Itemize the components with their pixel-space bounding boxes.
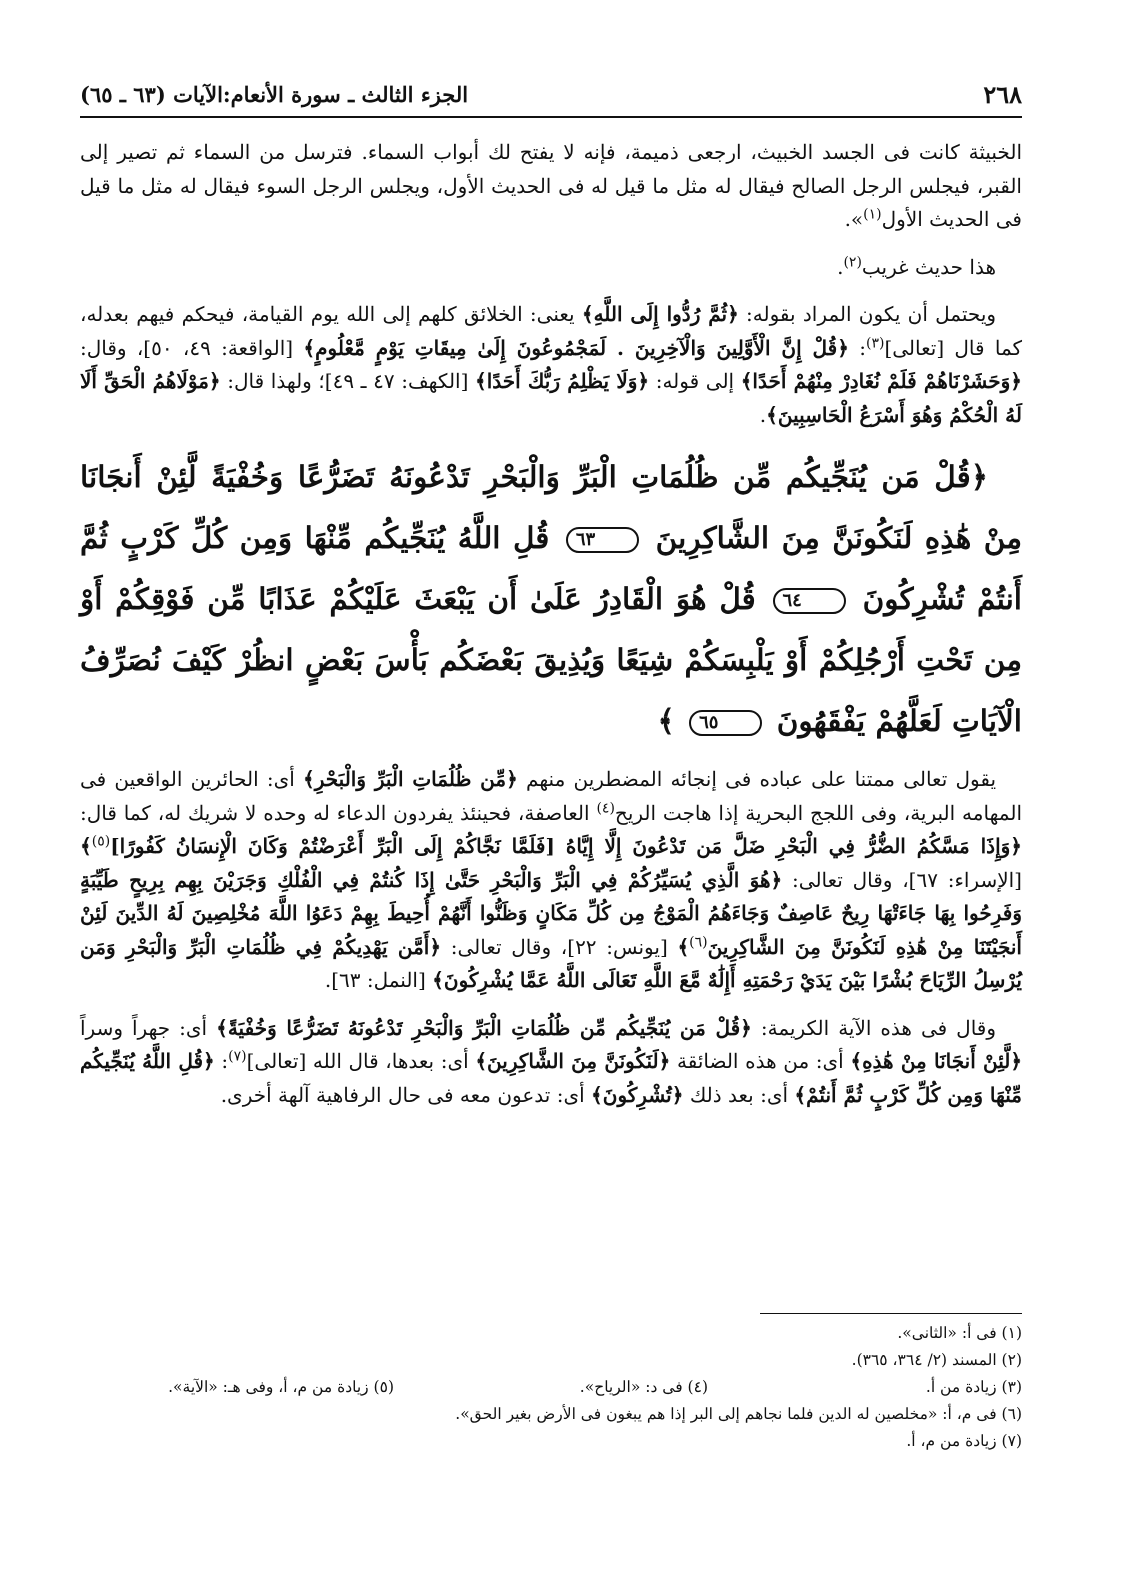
running-title: الجزء الثالث ـ سورة الأنعام:الآيات (٦٣ ـ ٦٥)	[80, 82, 476, 107]
footnote-ref-2[interactable]: (٢)	[843, 253, 862, 270]
verse-number-64: ٦٤	[773, 588, 846, 614]
footnote-ref-1[interactable]: (١)	[863, 206, 882, 223]
quran-quote: ﴿قُلْ إِنَّ الْأَوَّلِينَ وَالْآخِرِينَ . لَمَجْمُوعُونَ إِلَىٰ مِيقَاتِ يَوْمٍ مَّعْلُومٍ﴾	[303, 335, 849, 360]
text: إلى قوله:	[655, 369, 735, 393]
text: الخبيثة كانت فى الجسد الخبيث، ارجعى ذميمة، فإنه لا يفتح لك أبواب السماء. فترسل من السماء ثم تصير إلى القبر، فيجلس الرجل الصالح فيقال له مثل ما قيل له فى الحديث الأول، ويجلس الرجل السوء فيقال له مثل ما قيل فى الحديث الأول	[80, 140, 1022, 231]
paragraph-1	[80, 136, 1022, 237]
footnote-6: (٦) فى م، أ: «مخلصين له الدين فلما نجاهم إلى البر إذا هم يبغون فى الأرض بغير الحق».	[455, 1405, 1022, 1423]
text: .	[759, 402, 767, 427]
text: أى: من هذه الضائقة	[676, 1049, 844, 1073]
text: [الواقعة: ٤٩، ٥٠]، وقال:	[80, 335, 294, 360]
footnote-ref-5[interactable]: (٥)	[91, 833, 111, 850]
quran-quote: ﴿وَحَشَرْنَاهُمْ فَلَمْ نُغَادِرْ مِنْهُمْ أَحَدًا﴾	[740, 369, 1023, 393]
footnote-ref-4[interactable]: (٤)	[596, 799, 615, 816]
verse-text: قُلْ هُوَ الْقَادِرُ عَلَىٰ أَن يَبْعَثَ عَلَيْكُمْ عَذَابًا مِّن فَوْقِكُمْ أَوْ مِن تَحْتِ أَرْجُلِكُمْ أَوْ يَلْبِسَكُمْ شِيَعًا وَيُذِيقَ بَعْضَكُم بَأْسَ بَعْضٍ انظُرْ كَيْفَ نُصَرِّفُ الْآيَاتِ لَعَلَّهُمْ يَفْقَهُونَ	[80, 581, 1022, 738]
footnote-7: (٧) زيادة من م، أ.	[906, 1432, 1022, 1450]
quran-quote: ﴾	[677, 934, 690, 959]
text: أى: بعدها، قال الله [تعالى]	[246, 1049, 469, 1073]
footnote-ref-6[interactable]: (٦)	[689, 933, 708, 950]
text: ويحتمل أن يكون المراد بقوله:	[746, 302, 997, 326]
text: [الإسراء: ٦٧]، وقال تعالى:	[792, 867, 1022, 892]
text: وقال فى هذه الآية الكريمة:	[760, 1015, 997, 1040]
footnote-row	[80, 1374, 1022, 1401]
verse-number-63: ٦٣	[566, 527, 639, 553]
footnote-5: (٥) زيادة من م، أ، وفى هـ: «الآية».	[168, 1378, 394, 1396]
quran-quote: ﴿تُشْرِكُونَ﴾	[591, 1082, 684, 1107]
footnote-ref-7[interactable]: (٧)	[228, 1048, 247, 1065]
paragraph-2	[80, 251, 1022, 285]
text: يقول تعالى ممتنا على عباده فى إنجائه المضطرين منهم	[526, 767, 997, 791]
page-header	[80, 76, 1022, 118]
verse-text: قُلِ اللَّهُ يُنَجِّيكُم مِّنْهَا وَمِن كُلِّ كَرْبٍ ثُمَّ أَنتُمْ تُشْرِكُونَ	[80, 520, 1022, 616]
footnote-ref-3[interactable]: (٣)	[865, 334, 885, 351]
quran-quote: ﴿أَمَّن يَهْدِيكُمْ فِي ظُلُمَاتِ الْبَرِّ وَالْبَحْرِ وَمَن يُرْسِلُ الرِّيَاحَ بُشْرًا بَيْنَ يَدَيْ رَحْمَتِهِ أَإِلَٰهٌ مَّعَ اللَّهِ تَعَالَى اللَّهُ عَمَّا يُشْرِكُونَ﴾	[80, 934, 1022, 992]
quran-quote: ﴿ثُمَّ رُدُّوا إِلَى اللَّهِ﴾	[581, 302, 739, 326]
paragraph-5	[80, 1012, 1022, 1113]
quran-quote: ﴿هُوَ الَّذِي يُسَيِّرُكُمْ فِي الْبَرِّ وَالْبَحْرِ حَتَّىٰ إِذَا كُنتُمْ فِي الْفُلْكِ وَجَرَيْنَ بِهِم بِرِيحٍ طَيِّبَةٍ وَفَرِحُوا بِهَا جَاءَتْهَا رِيحٌ عَاصِفٌ وَجَاءَهُمُ الْمَوْجُ مِن كُلِّ مَكَانٍ وَظَنُّوا أَنَّهُمْ أُحِيطَ بِهِمْ دَعَوُا اللَّهَ مُخْلِصِينَ لَهُ الدِّينَ لَئِنْ أَنجَيْتَنَا مِنْ هَٰذِهِ لَنَكُونَنَّ مِنَ الشَّاكِرِينَ	[80, 867, 1022, 959]
verse-number-65: ٦٥	[689, 710, 762, 736]
text: [الكهف: ٤٧ ـ ٤٩]؛ ولهذا قال:	[227, 369, 469, 393]
quran-quote: ﴿مِّن ظُلُمَاتِ الْبَرِّ وَالْبَحْرِ﴾	[303, 767, 518, 791]
footnote-separator	[760, 1313, 1022, 1314]
paragraph-4	[80, 763, 1022, 998]
quran-quote: ﴾	[80, 834, 92, 858]
quran-quote: ﴿وَإِذَا مَسَّكُمُ الضُّرُّ فِي الْبَحْرِ ضَلَّ مَن تَدْعُونَ إِلَّا إِيَّاهُ [فَلَمَّا نَجَّاكُمْ إِلَى الْبَرِّ أَعْرَضْتُمْ وَكَانَ الْإِنسَانُ كَفُورًا]	[110, 834, 1022, 858]
text: ».	[844, 207, 864, 231]
verse-block	[80, 446, 1022, 751]
text: هذا حديث غريب	[861, 254, 996, 279]
text: [يونس: ٢٢]، وقال تعالى:	[450, 934, 668, 959]
footnote-2: (٢) المسند (٢/ ٣٦٤، ٣٦٥).	[851, 1351, 1022, 1369]
paragraph-3	[80, 298, 1022, 432]
text: أى: تدعون معه فى حال الرفاهية آلهة أخرى.	[220, 1082, 585, 1107]
text: العاصفة، فحينئذ يفردون الدعاء له وحده لا شريك له، كما قال:	[80, 800, 590, 825]
footnote-3: (٣) زيادة من أ.	[925, 1378, 1022, 1396]
verse-text: ﴾	[657, 703, 675, 738]
main-text	[80, 136, 1022, 1126]
footnote-4: (٤) فى د: «الرياح».	[579, 1378, 708, 1396]
text: .	[837, 254, 844, 279]
quran-quote: ﴿لَّئِنْ أَنجَانَا مِنْ هَٰذِهِ﴾	[850, 1049, 1023, 1073]
footnote-1: (١) فى أ: «الثانى».	[897, 1324, 1022, 1342]
footnotes	[80, 1313, 1022, 1455]
text: أى: بعد ذلك	[689, 1082, 789, 1107]
text: أى: جهراً وسراً	[80, 1015, 208, 1040]
quran-quote: ﴿مَوْلَاهُمُ الْحَقِّ أَلَا لَهُ الْحُكْمُ وَهُوَ أَسْرَعُ الْحَاسِبِينَ﴾	[80, 369, 1022, 427]
page-number: ٢٦٨	[983, 80, 1022, 109]
quran-quote: ﴿لَنَكُونَنَّ مِنَ الشَّاكِرِينَ﴾	[475, 1049, 671, 1073]
text: :	[859, 335, 866, 360]
text: يعنى: الخلائق كلهم إلى الله يوم القيامة، فيحكم فيهم بعدله، كما قال [تعالى]	[80, 302, 1023, 360]
text: :	[221, 1049, 229, 1073]
verse-text: ﴿قُلْ مَن يُنَجِّيكُم مِّن ظُلُمَاتِ الْبَرِّ وَالْبَحْرِ تَدْعُونَهُ تَضَرُّعًا وَخُفْيَةً لَّئِنْ أَنجَانَا مِنْ هَٰذِهِ لَنَكُونَنَّ مِنَ الشَّاكِرِينَ	[80, 459, 1022, 555]
text: [النمل: ٦٣].	[324, 968, 426, 992]
quran-quote: ﴿قُلْ مَن يُنَجِّيكُم مِّن ظُلُمَاتِ الْبَرِّ وَالْبَحْرِ تَدْعُونَهُ تَضَرُّعًا وَخُفْيَةً﴾	[216, 1015, 752, 1040]
quran-quote: ﴿قُلِ اللَّهُ يُنَجِّيكُم مِّنْهَا وَمِن كُلِّ كَرْبٍ ثُمَّ أَنتُمْ﴾	[80, 1049, 1022, 1107]
text: أى: الحائرين الواقعين فى المهامه البرية، وفى اللجج البحرية إذا هاجت الريح	[80, 767, 1023, 825]
quran-quote: ﴿وَلَا يَظْلِمُ رَبُّكَ أَحَدًا﴾	[475, 369, 650, 393]
